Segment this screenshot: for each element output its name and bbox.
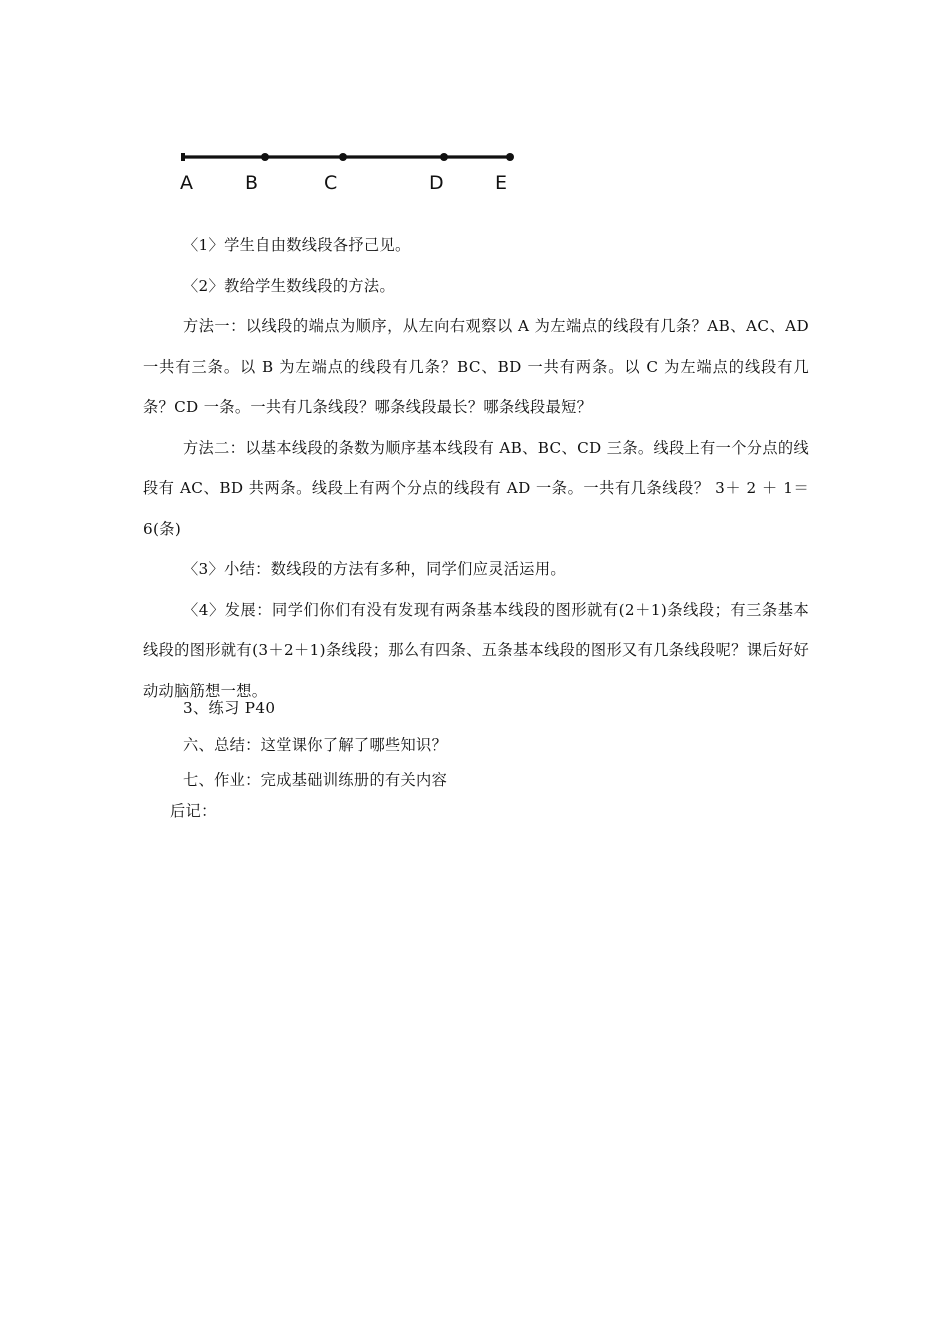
point-label-c: C bbox=[324, 172, 338, 194]
line-segment-figure bbox=[176, 146, 526, 202]
point-label-e: E bbox=[495, 172, 508, 194]
method-one-paragraph: 方法一：以线段的端点为顺序，从左向右观察以 A 为左端点的线段有几条？AB、AC、AD 一共有三条。以 B 为左端点的线段有几条？BC、BD 一共有两条。以 C 为左端点的线段有几条？CD 一条。一共有几条线段？哪条线段最长？哪条线段最短？ bbox=[143, 317, 809, 416]
homework-line: 七、作业：完成基础训练册的有关内容 bbox=[183, 771, 448, 789]
point-d-dot bbox=[440, 153, 448, 161]
lesson-body bbox=[143, 225, 809, 711]
item-4-extension: 〈4〉发展：同学们你们有没有发现有两条基本线段的图形就有(2＋1)条线段；有三条基本线段的图形就有(3＋2＋1)条线段；那么有四条、五条基本线段的图形又有几条线段呢？课后好好动动脑筋想一想。 bbox=[143, 600, 809, 700]
postscript-line: 后记： bbox=[170, 802, 217, 820]
item-2-teach-method: 〈2〉教给学生数线段的方法。 bbox=[183, 276, 396, 295]
summary-line: 六、总结：这堂课你了解了哪些知识？ bbox=[183, 736, 448, 754]
point-c-dot bbox=[339, 153, 347, 161]
item-1-free-counting: 〈1〉学生自由数线段各抒己见。 bbox=[183, 236, 411, 254]
point-label-d: D bbox=[429, 172, 444, 194]
point-b-dot bbox=[261, 153, 269, 161]
method-two-paragraph: 方法二：以基本线段的条数为顺序基本线段有 AB、BC、CD 三条。线段上有一个分点的线段有 AC、BD 共两条。线段上有两个分点的线段有 AD 一条。一共有几条线段？ 3＋ 2 ＋ 1＝6(条) bbox=[143, 438, 809, 538]
point-label-a: A bbox=[180, 172, 193, 194]
point-label-b: B bbox=[245, 172, 259, 194]
endpoint-a-mark bbox=[181, 153, 185, 161]
point-e-dot bbox=[506, 153, 514, 161]
line-segment-diagram bbox=[176, 146, 526, 172]
practice-line: 3、练习 P40 bbox=[183, 699, 276, 717]
item-3-summary: 〈3〉小结：数线段的方法有多种，同学们应灵活运用。 bbox=[183, 560, 566, 578]
